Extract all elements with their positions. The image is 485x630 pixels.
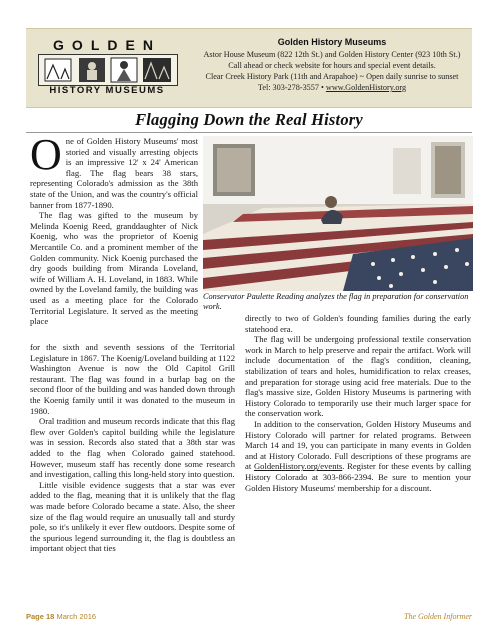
- article-photo: [203, 136, 473, 291]
- events-link[interactable]: GoldenHistory.org/events: [253, 461, 343, 472]
- paragraph-oral-tradition: Oral tradition and museum records indicate that this flag flew over Golden's capitol building while the legislature was in session. Records also stated that a 38th star was added to the flag when Colorado gained statehood. However, museum staff has recently done some research and investigation, calling this long-held story into question.: [30, 416, 235, 480]
- photo-caption: Conservator Paulette Reading analyzes the flag in preparation for conservation work.: [203, 292, 469, 311]
- programs-text-end: . Register for these events by calling History Colorado at 303-866-2394. Be sure to mention your Golden History Museums' membership for a discount.: [245, 461, 471, 493]
- programs-text: In addition to the conservation, Golden History Museums and History Colorado will partner for related programs. Between March 14 and 19, you can participate in many events in Golden and at History Colorado. Full descriptions of these programs are at: [245, 418, 471, 472]
- paragraph-gift: The flag was gifted to the museum by Melinda Koenig Reed, granddaughter of Nick Koenig, who was the proprietor of Koenig Mercantile Co. and a prominent member of the Golden community. Nick Koenig purchased the dry goods building from Miranda Loveland, wife of William A. H. Loveland, in 1883. While owned by the Loveland family, the building was used as a meeting place for the Colorado Territorial Legislature. It served as the meeting place: [30, 210, 198, 327]
- contact-line: [196, 82, 468, 93]
- logo-wordmark-bottom: HISTORY MUSEUMS: [49, 85, 165, 96]
- logo-illustration-icon: [39, 55, 177, 85]
- museum-hours-note: Call ahead or check website for hours and special event details.: [228, 61, 436, 70]
- article-column-left-bottom: [30, 342, 235, 600]
- flag-conservation-photo-icon: [203, 136, 473, 291]
- publication-name: The Golden Informer: [404, 612, 472, 621]
- paragraph-conservation: The flag will be undergoing professional textile conservation work in March to help preserve and repair the artifact. Work will include documentation of the flag's condition, cleaning, stabilization of tears and holes, humidification to relax creases, and preparation for storage using acid free materials. Due to the flag's massive size, Golden History Museums is partnering with History Colorado to temporarily use their much larger space for the conservation work.: [245, 334, 471, 419]
- museum-locations: Astor House Museum (822 12th St.) and Golden History Center (923 10th St.): [203, 50, 461, 59]
- paragraph-intro: [30, 136, 198, 210]
- history-park-info: Clear Creek History Park (11th and Arapahoe) ~ Open daily sunrise to sunset: [205, 72, 459, 81]
- article-column-left-top: [30, 136, 198, 343]
- footer-page-info: [26, 612, 96, 621]
- website-link[interactable]: www.GoldenHistory.org: [325, 83, 407, 92]
- paragraph-evidence-continued: directly to two of Golden's founding families during the early statehood era.: [245, 313, 471, 334]
- page-number: Page 18: [26, 612, 55, 621]
- logo-illustration: [38, 54, 178, 86]
- article-column-right: [245, 313, 471, 603]
- page-footer: [26, 612, 472, 624]
- header-band: [26, 28, 472, 108]
- museum-name: Golden History Museums: [277, 37, 387, 47]
- drop-cap: O: [30, 136, 62, 179]
- paragraph-intro-text: ne of Golden History Museums' most storied and visually arresting objects is an impressive 12' x 24' American flag. The flag bears 38 stars, representing Colorado's admission as the 38th state of the Union, and was the country's official banner from 1877-1890.: [30, 136, 198, 210]
- paragraph-evidence: Little visible evidence suggests that a star was ever added to the flag, meaning that it is unlikely that the flag was made before Colorado became a state. Also, the sheer size of the flag would require an unusually tall and sturdy pole, so it's unlikely it ever flew outdoors. Despite some of the spurious legend surrounding it, the flag is doubtless an important object that ties: [30, 479, 235, 554]
- issue-date: March 2016: [56, 612, 97, 621]
- phone-number: Tel: 303-278-3557 •: [257, 83, 326, 92]
- article-headline: Flagging Down the Real History: [135, 110, 363, 129]
- logo-wordmark-top: GOLDEN: [53, 37, 161, 53]
- paragraph-gift-continued: for the sixth and seventh sessions of the Territorial Legislature in 1867. The Koenig/Loveland building at 1122 Washington Avenue is now the Old Capitol Grill restaurant. The flag was found in a burlap bag on the second floor of the building and was handed down through the Koenig family until it was donated to the museum in 1980.: [30, 342, 235, 416]
- headline-divider: [26, 132, 472, 133]
- museum-info: [196, 37, 468, 93]
- paragraph-programs: [245, 419, 471, 493]
- golden-history-museums-logo: [36, 37, 178, 99]
